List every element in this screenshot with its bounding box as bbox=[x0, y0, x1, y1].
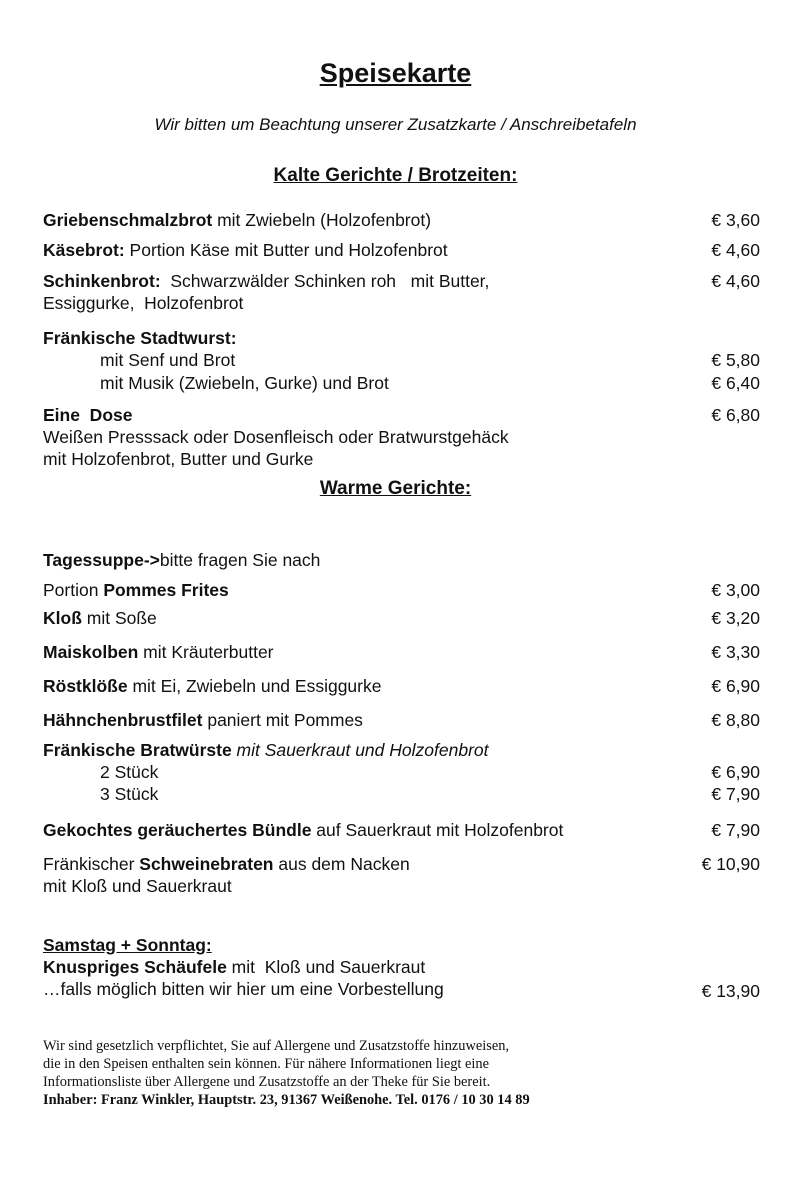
item-desc-line2: …falls möglich bitten wir hier um eine Vorbestellung bbox=[43, 979, 444, 999]
menu-item-stadtwurst bbox=[43, 327, 237, 349]
item-desc: auf Sauerkraut mit Holzofenbrot bbox=[311, 820, 564, 840]
item-name: Griebenschmalzbrot bbox=[43, 210, 213, 230]
item-price: € 7,90 bbox=[711, 784, 760, 804]
menu-item-tagessuppe bbox=[43, 549, 320, 571]
item-name: Kloß bbox=[43, 608, 82, 628]
menu-item-kloss bbox=[43, 607, 157, 629]
owner-info: Inhaber: Franz Winkler, Hauptstr. 23, 91367 Weißenohe. Tel. 0176 / 10 30 14 89 bbox=[43, 1092, 530, 1108]
weekend-heading: Samstag + Sonntag: bbox=[43, 935, 212, 955]
item-price: € 13,90 bbox=[701, 981, 760, 1001]
item-prefix: Portion bbox=[43, 580, 104, 600]
item-option: mit Musik (Zwiebeln, Gurke) und Brot bbox=[100, 373, 389, 393]
item-name: Fränkische Bratwürste bbox=[43, 740, 232, 760]
item-price: € 7,90 bbox=[711, 820, 760, 840]
menu-item-bratwuerste bbox=[43, 739, 489, 761]
item-price: € 6,80 bbox=[711, 405, 760, 425]
item-name: Eine Dose bbox=[43, 405, 133, 425]
item-price: € 8,80 bbox=[711, 710, 760, 730]
allergen-line: Wir sind gesetzlich verpflichtet, Sie auf Allergene und Zusatzstoffe hinzuweisen, bbox=[43, 1038, 510, 1054]
item-desc: Schwarzwälder Schinken roh mit Butter, bbox=[160, 271, 490, 291]
section-heading-warm: Warme Gerichte: bbox=[319, 478, 472, 499]
menu-item-schinkenbrot bbox=[43, 270, 489, 314]
item-price: € 3,00 bbox=[711, 580, 760, 600]
item-name: Hähnchenbrustfilet bbox=[43, 710, 203, 730]
item-option: 2 Stück bbox=[100, 762, 159, 782]
item-desc-line2: mit Kloß und Sauerkraut bbox=[43, 876, 232, 896]
item-price: € 6,90 bbox=[711, 762, 760, 782]
menu-item-kaesebrot bbox=[43, 239, 448, 261]
item-price: € 3,20 bbox=[711, 608, 760, 628]
item-desc: paniert mit Pommes bbox=[202, 710, 363, 730]
item-desc-line2: Essiggurke, Holzofenbrot bbox=[43, 293, 244, 313]
item-name: Käsebrot: bbox=[43, 240, 125, 260]
page-title: Speisekarte bbox=[319, 58, 472, 88]
item-desc: mit Kräuterbutter bbox=[138, 642, 274, 662]
item-name: Maiskolben bbox=[43, 642, 139, 662]
menu-item-griebenschmalzbrot bbox=[43, 209, 431, 231]
item-desc: mit Ei, Zwiebeln und Essiggurke bbox=[127, 676, 382, 696]
item-desc: Weißen Presssack oder Dosenfleisch oder Bratwurstgehäck bbox=[43, 427, 509, 447]
item-price: € 10,90 bbox=[701, 854, 760, 874]
allergen-line: Informationsliste über Allergene und Zusatzstoffe an der Theke für Sie bereit. bbox=[43, 1074, 491, 1090]
item-desc-line2: mit Holzofenbrot, Butter und Gurke bbox=[43, 449, 314, 469]
item-desc: mit Zwiebeln (Holzofenbrot) bbox=[212, 210, 432, 230]
menu-item-roestkloesse bbox=[43, 675, 381, 697]
item-name: Tagessuppe-> bbox=[43, 550, 160, 570]
item-price: € 5,80 bbox=[711, 350, 760, 370]
menu-item-dose bbox=[43, 404, 509, 470]
item-price: € 6,90 bbox=[711, 676, 760, 696]
menu-item-haehnchenbrustfilet bbox=[43, 709, 363, 731]
item-desc: mit Kloß und Sauerkraut bbox=[226, 957, 426, 977]
item-desc: mit Soße bbox=[81, 608, 157, 628]
item-name: Fränkische Stadtwurst: bbox=[43, 328, 237, 348]
item-name: Röstklöße bbox=[43, 676, 128, 696]
item-name: Knuspriges Schäufele bbox=[43, 957, 227, 977]
menu-item-maiskolben bbox=[43, 641, 274, 663]
item-option: 3 Stück bbox=[100, 784, 159, 804]
item-price: € 6,40 bbox=[711, 373, 760, 393]
item-name: Schweinebraten bbox=[139, 854, 274, 874]
menu-item-schweinebraten bbox=[43, 853, 410, 897]
item-desc: mit Sauerkraut und Holzofenbrot bbox=[231, 740, 489, 760]
item-name: Gekochtes geräuchertes Bündle bbox=[43, 820, 312, 840]
item-option: mit Senf und Brot bbox=[100, 350, 236, 370]
menu-item-buendle bbox=[43, 819, 563, 841]
item-name: Pommes Frites bbox=[103, 580, 229, 600]
item-price: € 3,30 bbox=[711, 642, 760, 662]
item-desc: bitte fragen Sie nach bbox=[159, 550, 321, 570]
weekend-section bbox=[43, 934, 444, 1000]
allergen-line: die in den Speisen enthalten sein können. Für nähere Informationen liegt eine bbox=[43, 1056, 489, 1072]
item-desc: Portion Käse mit Butter und Holzofenbrot bbox=[124, 240, 448, 260]
allergen-notice bbox=[43, 1037, 530, 1109]
item-price: € 4,60 bbox=[711, 240, 760, 260]
page-subtitle: Wir bitten um Beachtung unserer Zusatzkarte / Anschreibetafeln bbox=[154, 115, 637, 134]
section-heading-cold: Kalte Gerichte / Brotzeiten: bbox=[273, 165, 518, 186]
item-prefix: Fränkischer bbox=[43, 854, 140, 874]
item-price: € 3,60 bbox=[711, 210, 760, 230]
item-name: Schinkenbrot: bbox=[43, 271, 161, 291]
item-price: € 4,60 bbox=[711, 271, 760, 291]
menu-item-pommes bbox=[43, 579, 229, 601]
item-desc: aus dem Nacken bbox=[273, 854, 410, 874]
